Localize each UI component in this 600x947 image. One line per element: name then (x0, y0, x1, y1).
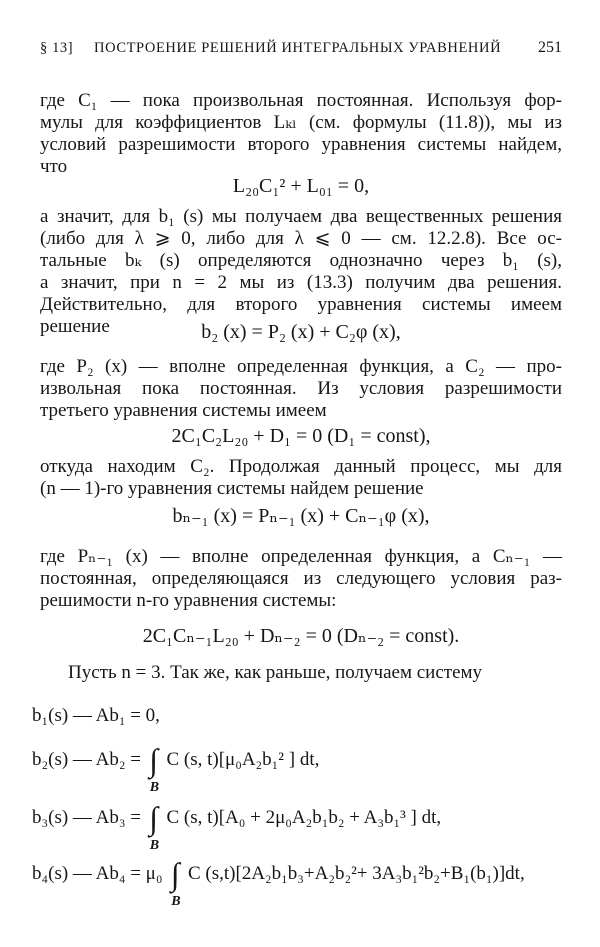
integration-domain: B (171, 894, 181, 909)
text-line: где Pₙ₋₁ (x) — вполне определенная функция, а Cₙ₋₁ — (40, 546, 562, 567)
system-equation-2 (32, 742, 320, 795)
equation-3: 2C₁C₂L₂₀ + D₁ = 0 (D₁ = const), (171, 425, 431, 447)
text-line: условий разрешимости второго уравнения системы найдем, (40, 134, 562, 155)
integration-domain: B (149, 780, 160, 795)
integration-domain: B (149, 838, 160, 853)
text-line: постоянная, определяющаяся из следующего условия раз- (40, 568, 562, 589)
text-line: решение (40, 316, 110, 337)
equation-2: b₂ (x) = P₂ (x) + C₂φ (x), (201, 321, 401, 343)
chapter-title: ПОСТРОЕНИЕ РЕШЕНИЙ ИНТЕГРАЛЬНЫХ УРАВНЕНИЙ (94, 40, 502, 56)
text-line: а значит, при n = 2 мы из (13.3) получим два решения. (40, 272, 562, 293)
system-equation-1: b₁(s) — Ab₁ = 0, (32, 705, 160, 726)
text-line: Действительно, для второго уравнения системы имеем (40, 294, 562, 315)
text-line: (либо для λ ⩾ 0, либо для λ ⩽ 0 — см. 12.2.8). Все ос- (40, 228, 562, 249)
text-line: третьего уравнения системы имеем (40, 400, 327, 421)
system-equation-3 (32, 800, 442, 853)
page-number: 251 (538, 39, 562, 56)
text-line: извольная пока постоянная. Из условия разрешимости (40, 378, 562, 399)
text-line: где P₂ (x) — вполне определенная функция, а C₂ — про- (40, 356, 562, 377)
equation-1: L₂₀C₁² + L₀₁ = 0, (232, 175, 370, 197)
integral-symbol: ∫ B (167, 862, 183, 886)
equation-lhs: b₃(s) — Ab₃ = (32, 807, 141, 828)
equation-lhs: b₄(s) — Ab₄ = μ₀ (32, 863, 163, 884)
text-line: тальные bₖ (s) определяются однозначно через b₁ (s), (40, 250, 562, 271)
equation-4: bₙ₋₁ (x) = Pₙ₋₁ (x) + Cₙ₋₁φ (x), (172, 505, 430, 527)
system-equation-4 (32, 856, 525, 909)
text-line: мулы для коэффициентов Lₖₗ (см. формулы (11.8)), мы из (40, 112, 562, 133)
section-ref: § 13] (40, 40, 74, 56)
text-line: (n — 1)-го уравнения системы найдем решение (40, 478, 424, 499)
equation-rhs: C (s, t)[A₀ + 2μ₀A₂b₁b₂ + A₃b₁³ ] dt, (166, 807, 442, 828)
text-line: а значит, для b₁ (s) мы получаем два вещественных решения (40, 206, 562, 227)
text-line: что (40, 156, 68, 177)
running-header (40, 40, 562, 62)
equation-lhs: b₂(s) — Ab₂ = (32, 749, 141, 770)
integral-symbol: ∫ B (146, 748, 162, 772)
text-line: откуда находим C₂. Продолжая данный процесс, мы для (40, 456, 562, 477)
text-line: решимости n-го уравнения системы: (40, 590, 337, 611)
equation-rhs: C (s, t)[μ₀A₂b₁² ] dt, (166, 749, 320, 770)
text-line: где C₁ — пока произвольная постоянная. Используя фор- (40, 90, 562, 111)
integral-symbol: ∫ B (146, 806, 162, 830)
text-line: Пусть n = 3. Так же, как раньше, получаем систему (68, 662, 483, 683)
equation-5: 2C₁Cₙ₋₁L₂₀ + Dₙ₋₂ = 0 (Dₙ₋₂ = const). (142, 625, 460, 647)
equation-rhs: C (s,t)[2A₂b₁b₃+A₂b₂²+ 3A₃b₁²b₂+B₁(b₁)]dt, (188, 863, 525, 884)
